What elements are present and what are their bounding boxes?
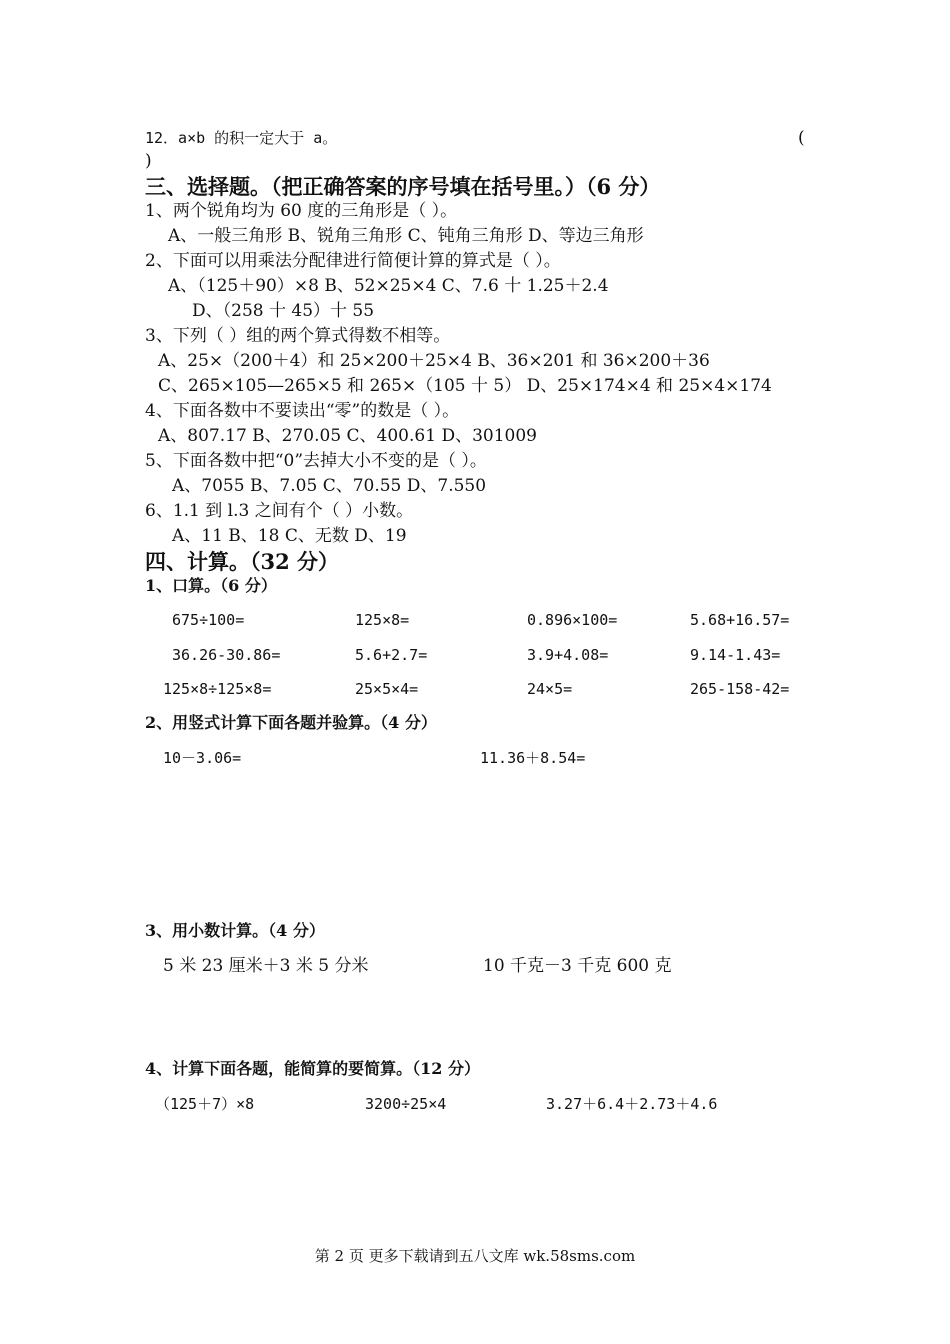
q12-paren-open: ( [798,128,805,148]
decimal-calc-item: 5 米 23 厘米＋3 米 5 分米 [163,956,369,976]
s3-q6-options: A、11 B、18 C、无数 D、19 [172,526,407,546]
oral-calc-cell: 0.896×100= [527,611,618,629]
oral-calc-cell: 3.9+4.08= [527,646,609,664]
oral-calc-cell: 24×5= [527,680,573,698]
s4-part1-title: 1、口算。（6 分） [145,576,277,595]
oral-calc-cell: 5.68+16.57= [690,611,790,629]
s3-q6: 6、1.1 到 l.3 之间有个（ ）小数。 [145,501,414,521]
s3-q3: 3、下列（ ）组的两个算式得数不相等。 [145,326,451,346]
s4-part4-title: 4、计算下面各题，能简算的要简算。（12 分） [145,1059,480,1078]
oral-calc-cell: 25×5×4= [355,680,419,698]
s3-q3-options-a: A、25×（200＋4）和 25×200＋25×4 B、36×201 和 36×200＋36 [158,351,710,371]
oral-calc-cell: 125×8= [355,611,410,629]
simplify-calc-item: （125＋7）×8 [155,1095,255,1113]
oral-calc-cell: 675÷100= [172,611,245,629]
q12-text: 12．a×b 的积一定大于 a。 [145,129,338,147]
page-footer: 第 2 页 更多下载请到五八文库 wk.58sms.com [314,1247,636,1265]
oral-calc-cell: 265-158-42= [690,680,790,698]
s3-q1: 1、两个锐角均为 60 度的三角形是（ ）。 [145,201,458,221]
simplify-calc-item: 3.27＋6.4＋2.73＋4.6 [546,1095,718,1113]
decimal-calc-item: 10 千克－3 千克 600 克 [483,956,672,976]
section3-title: 三、选择题。（把正确答案的序号填在括号里。）（6 分） [145,174,661,199]
oral-calc-cell: 5.6+2.7= [355,646,428,664]
vertical-calc-item: 10－3.06= [163,749,242,767]
s3-q4: 4、下面各数中不要读出“零”的数是（ ）。 [145,401,460,421]
oral-calc-cell: 9.14-1.43= [690,646,781,664]
simplify-calc-item: 3200÷25×4 [365,1095,447,1113]
s4-part2-title: 2、用竖式计算下面各题并验算。（4 分） [145,713,437,732]
oral-calc-cell: 36.26-30.86= [172,646,281,664]
q12-paren-close: ) [145,151,152,171]
s3-q3-options-b: C、265×105—265×5 和 265×（105 十 5） D、25×174×4 和 25×4×174 [158,376,772,396]
s3-q5: 5、下面各数中把“0”去掉大小不变的是（ ）。 [145,451,487,471]
s4-part3-title: 3、用小数计算。（4 分） [145,921,325,940]
s3-q2: 2、下面可以用乘法分配律进行简便计算的算式是（ ）。 [145,251,561,271]
s3-q2-options-b: D、（258 十 45）十 55 [192,301,375,321]
s3-q4-options: A、807.17 B、270.05 C、400.61 D、301009 [158,426,537,446]
vertical-calc-item: 11.36＋8.54= [480,749,586,767]
oral-calc-cell: 125×8÷125×8= [163,680,272,698]
s3-q2-options-a: A、（125＋90）×8 B、52×25×4 C、7.6 十 1.25＋2.4 [168,276,609,296]
s3-q5-options: A、7055 B、7.05 C、70.55 D、7.550 [172,476,487,496]
s3-q1-options: A、一般三角形 B、锐角三角形 C、钝角三角形 D、等边三角形 [168,226,644,246]
section4-title: 四、计算。（32 分） [145,549,340,574]
